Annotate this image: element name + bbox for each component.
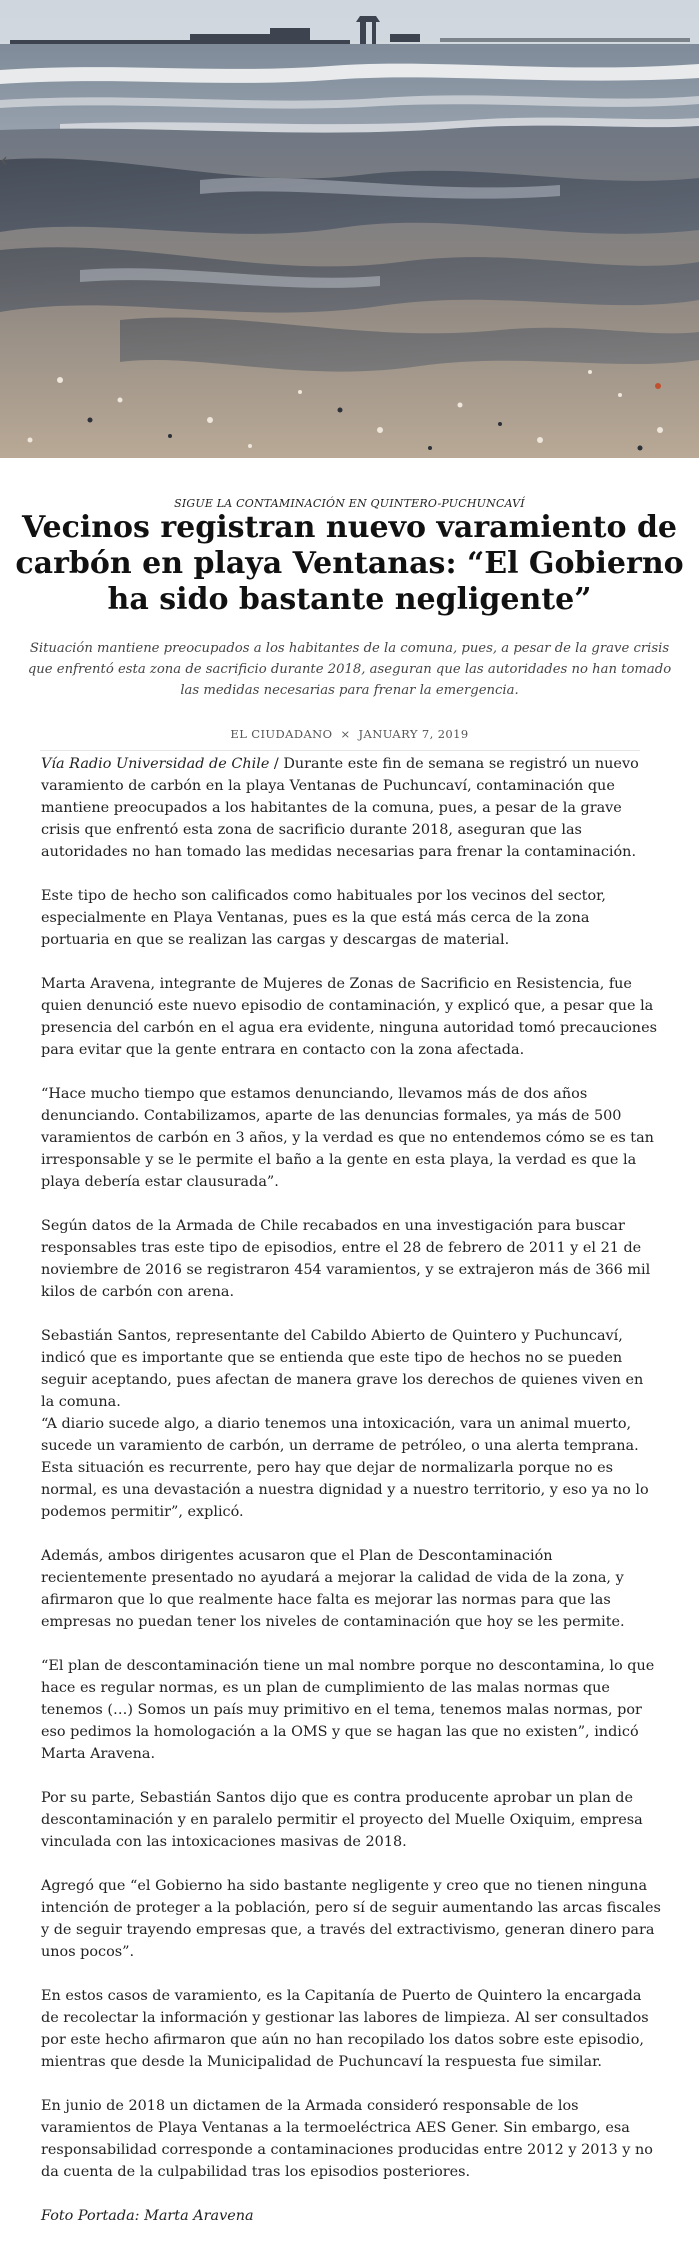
article-quote: “Hace mucho tiempo que estamos denunciando, llevamos más de dos años denunciando. Contabilizamos, aparte de las denuncias formales, ya más de 500 varamientos de carbón en 3 años, y la verdad es que no entendemos cómo se es tan irresponsable y se le permite el baño a la gente en esta playa, la verdad es que la playa debería estar clausurada”. [41, 1086, 654, 1190]
byline [0, 727, 699, 741]
article-paragraph: Por su parte, Sebastián Santos dijo que es contra producente aprobar un plan de descontaminación y en paralelo permitir el proyecto del Muelle Oxiquim, empresa vinculada con las intoxicaciones masivas de 2018. [41, 1790, 643, 1850]
article-paragraph: Según datos de la Armada de Chile recabados en una investigación para buscar responsables tras este tipo de episodios, entre el 28 de febrero de 2011 y el 21 de noviembre de 2016 se registraron 454 varamientos, y se extrajeron más de 366 mil kilos de carbón con arena. [41, 1218, 651, 1300]
article-paragraph: Agregó que “el Gobierno ha sido bastante negligente y creo que no tienen ninguna intención de proteger a la población, pero sí de seguir aumentando las arcas fiscales y de seguir trayendo empresas que, a través del extractivismo, generan dinero para unos pocos”. [41, 1878, 661, 1960]
photo-credit: Foto Portada: Marta Aravena [41, 2208, 254, 2224]
article-paragraph: Además, ambos dirigentes acusaron que el Plan de Descontaminación recientemente presentado no ayudará a mejorar la calidad de vida de la zona, y afirmaron que lo que realmente hace falta es mejorar las normas para que las empresas no puedan tener los niveles de contaminación que hoy se les permite. [41, 1548, 625, 1630]
article-paragraph: Este tipo de hecho son calificados como habituales por los vecinos del sector, especialmente en Playa Ventanas, pues es la que está más cerca de la zona portuaria en que se realizan las cargas y descargas de material. [41, 888, 606, 948]
article-quote: “A diario sucede algo, a diario tenemos una intoxicación, vara un animal muerto, sucede un varamiento de carbón, un derrame de petróleo, o una alerta temprana. Esta situación es recurrente, pero hay que dejar de normalizarla porque no es normal, es una devastación a nuestra dignidad y a nuestro territorio, y eso ya no lo podemos permitir”, explicó. [41, 1416, 649, 1520]
hero-photo [0, 0, 699, 458]
source-link[interactable]: Vía Radio Universidad de Chile [41, 756, 270, 772]
divider [40, 750, 640, 751]
article-title: Vecinos registran nuevo varamiento de carbón en playa Ventanas: “El Gobierno ha sido bastante negligente” [15, 510, 684, 617]
article-body [41, 753, 661, 2249]
article-paragraph: Sebastián Santos, representante del Cabildo Abierto de Quintero y Puchuncaví, indicó que es importante que se entienda que este tipo de hechos no se pueden seguir aceptando, pues afectan de manera grave los derechos de quienes viven en la comuna. [41, 1328, 644, 1410]
article-paragraph: En junio de 2018 un dictamen de la Armada consideró responsable de los varamientos de Playa Ventanas a la termoeléctrica AES Gener. Sin embargo, esa responsabilidad corresponde a contaminaciones producidas entre 2012 y 2013 y no da cuenta de la culpabilidad tras los episodios posteriores. [41, 2098, 653, 2180]
author-link[interactable]: EL CIUDADANO [230, 727, 333, 741]
article-quote: “El plan de descontaminación tiene un mal nombre porque no descontamina, lo que hace es regular normas, es un plan de cumplimiento de las malas normas que tenemos (…) Somos un país muy primitivo en el tema, tenemos malas normas, por eso pedimos la homologación a la OMS y que se hagan las que no existen”, indicó Marta Aravena. [41, 1658, 655, 1762]
beach-photo [0, 0, 699, 458]
publish-date[interactable]: JANUARY 7, 2019 [358, 727, 469, 741]
article-paragraph: En estos casos de varamiento, es la Capitanía de Puerto de Quintero la encargada de recolectar la información y gestionar las labores de limpieza. Al ser consultados por este hecho afirmaron que aún no han recopilado los datos sobre este episodio, mientras que desde la Municipalidad de Puchuncaví la respuesta fue similar. [41, 1988, 649, 2070]
article-kicker[interactable]: SIGUE LA CONTAMINACIÓN EN QUINTERO-PUCHUNCAVÍ [174, 497, 525, 510]
article-summary: Situación mantiene preocupados a los habitantes de la comuna, pues, a pesar de la grave crisis que enfrentó esta zona de sacrificio durante 2018, aseguran que las autoridades no han tomado las medidas necesarias para frenar la emergencia. [27, 641, 672, 698]
article-paragraph: Marta Aravena, integrante de Mujeres de Zonas de Sacrificio en Resistencia, fue quien denunció este nuevo episodio de contaminación, y explicó que, a pesar que la presencia del carbón en el agua era evidente, ninguna autoridad tomó precauciones para evitar que la gente entrara en contacto con la zona afectada. [41, 976, 657, 1058]
article-paragraph: Vía Radio Universidad de Chile / Durante este fin de semana se registró un nuevo varamiento de carbón en la playa Ventanas de Puchuncaví, contaminación que mantiene preocupados a los habitantes de la comuna, pues, a pesar de la grave crisis que enfrentó esta zona de sacrificio durante 2018, aseguran que las autoridades no han tomado las medidas necesarias para frenar la contaminación. [41, 756, 639, 860]
byline-separator: × [340, 727, 351, 741]
chevron-left-icon[interactable]: ‹ [0, 148, 8, 172]
